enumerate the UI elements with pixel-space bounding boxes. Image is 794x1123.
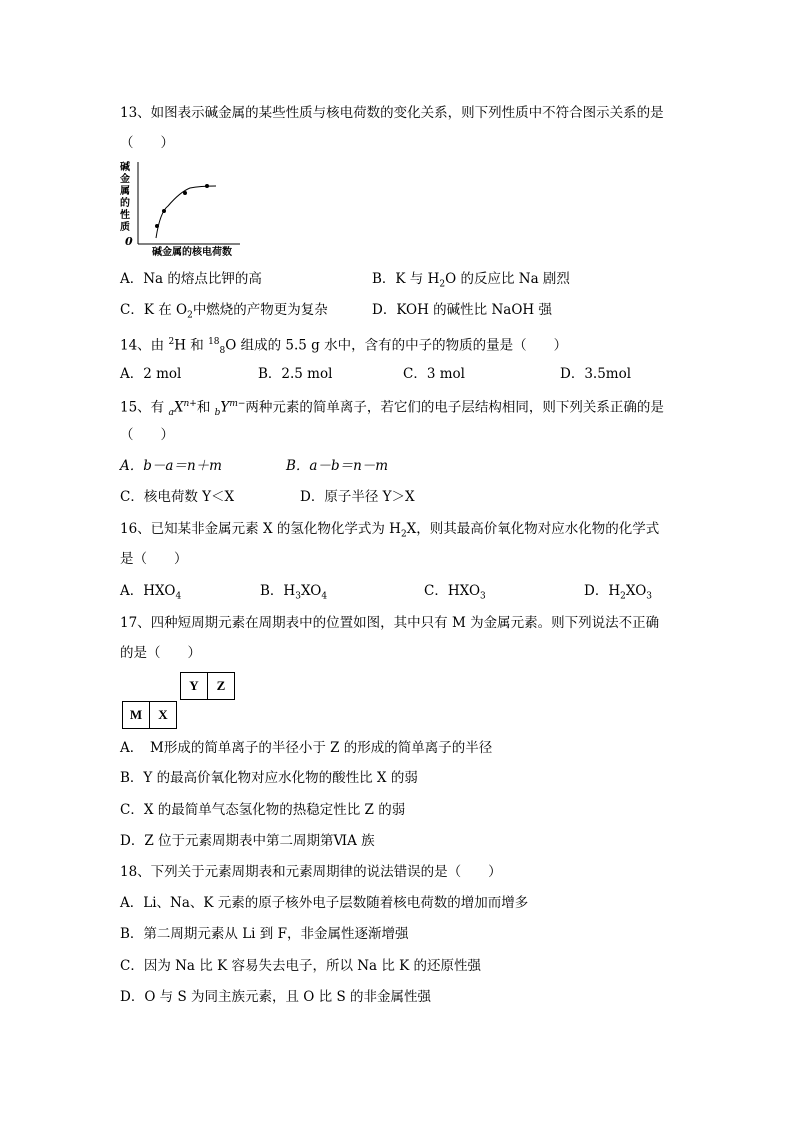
q18-stem: 18、下列关于元素周期表和元素周期律的说法错误的是（ ） [120,864,502,880]
q16-stem: 16、已知某非金属元素 X 的氢化物化学式为 $H_2X$，则其最高价氧化物对应水化物的化学式 [120,521,660,540]
q13-option-a: A．Na 的熔点比钾的高 [120,271,262,287]
q14-option-d: D．3.5mol [560,366,632,382]
q13-option-b: B．K 与 $H_2O$ 的反应比 Na 剧烈 [372,271,570,290]
q18-option-a: A．Li、Na、K 元素的原子核外电子层数随着核电荷数的增加而增多 [120,895,529,911]
q18-option-b: B．第二周期元素从 Li 到 F，非金属性逐渐增强 [120,926,409,942]
q16-option-c: C．$HXO_3$ [424,583,486,602]
q13-option-d: D．KOH 的碱性比 NaOH 强 [372,302,552,318]
q16-option-b: B．$H_3XO_4$ [260,583,328,602]
graph-point [155,224,159,228]
q18-option-d: D．O 与 S 为同主族元素，且 O 比 S 的非金属性强 [120,989,431,1005]
q17-stem-2: 的是（ ） [120,645,201,661]
q13-stem: 13、如图表示碱金属的某些性质与核电荷数的变化关系，则下列性质中不符合图示关系的是 [120,105,664,121]
q15-option-a: A．b－a＝n＋m [120,458,222,474]
cell-z: Z [207,672,235,700]
q16-stem-2: 是（ ） [120,551,188,567]
q17-option-a: A． M形成的简单离子的半径小于 Z 的形成的简单离子的半径 [120,740,493,756]
q15-option-d: D．原子半径 Y＞X [300,489,415,505]
q17-option-d: D．Z 位于元素周期表中第二周期第ⅥA 族 [120,833,375,849]
cell-y: Y [180,672,208,700]
q13-paren: （ ） [120,135,174,151]
graph-origin: 0 [125,235,133,248]
q15-option-b: B．a－b＝n－m [286,458,389,474]
q16-option-d: D．$H_2XO_3$ [584,583,653,602]
graph-point [183,191,187,195]
q15-stem: 15、有 $_aX^{n+}$和 $_bY^{m-}$两种元素的简单离子，若它们的电子层结构相同，则下列关系正确的是 [120,399,664,419]
q13-option-c: C．K 在 $O_2$中燃烧的产物更为复杂 [120,302,328,321]
graph-point [205,184,209,188]
q18-option-c: C．因为 Na 比 K 容易失去电子，所以 Na 比 K 的还原性强 [120,958,482,974]
q14-option-c: C．3 mol [403,366,465,382]
graph-ylabel: 碱金属的性质 [120,162,130,233]
periodic-table-fragment [122,672,242,732]
q17-option-c: C．X 的最简单气态氢化物的热稳定性比 Z 的弱 [120,802,406,818]
cell-m: M [122,701,150,729]
q15-paren: （ ） [120,427,174,443]
q14-stem: 14、由 $^2$H 和 $^{18}_8$O 组成的 5.5 g 水中，含有的中子的物质的量是（ ） [120,337,568,357]
q16-option-a: A．$HXO_4$ [120,583,182,602]
q17-option-b: B．Y 的最高价氧化物对应水化物的酸性比 X 的弱 [120,770,418,786]
q14-option-a: A．2 mol [120,366,182,382]
cell-x: X [149,701,177,729]
q17-stem: 17、四种短周期元素在周期表中的位置如图，其中只有 M 为金属元素。则下列说法不正确 [120,615,660,631]
graph-xlabel: 碱金属的核电荷数 [152,247,232,258]
q15-option-c: C．核电荷数 Y＜X [120,489,235,505]
graph-point [162,209,166,213]
graph-plot [120,160,260,260]
q14-option-b: B．2.5 mol [258,366,333,382]
